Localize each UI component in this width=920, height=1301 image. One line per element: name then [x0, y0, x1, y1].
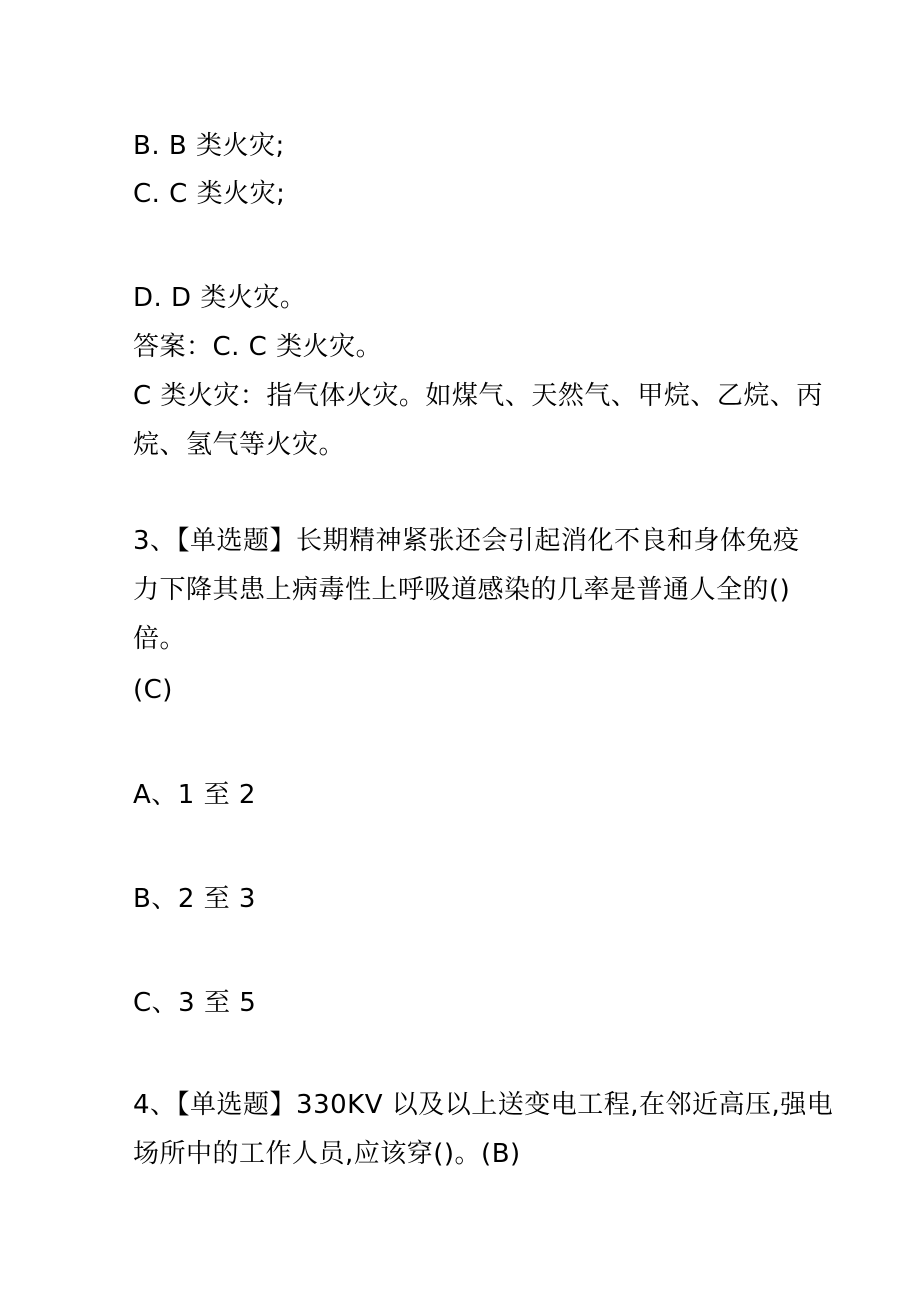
- question-3-line-2: 力下降其患上病毒性上呼吸道感染的几率是普通人全的(): [133, 575, 791, 605]
- question-3-option-c: C、3 至 5: [133, 988, 257, 1018]
- question-3-answer: (C): [133, 675, 173, 705]
- option-b-text: B. B 类火灾;: [133, 131, 285, 161]
- question-3-option-b: B、2 至 3: [133, 884, 256, 914]
- question-3-option-a: A、1 至 2: [133, 780, 256, 810]
- option-d-text: D. D 类火灾。: [133, 283, 307, 313]
- question-4-line-2: 场所中的工作人员,应该穿()。(B): [133, 1139, 521, 1169]
- question-4-line-1: 4、【单选题】330KV 以及以上送变电工程,在邻近高压,强电: [133, 1090, 834, 1120]
- explanation-line-2: 烷、氢气等火灾。: [133, 430, 346, 460]
- question-3-line-3: 倍。: [133, 624, 187, 654]
- answer-line: 答案：C. C 类火灾。: [133, 332, 383, 362]
- explanation-line-1: C 类火灾：指气体火灾。如煤气、天然气、甲烷、乙烷、丙: [133, 381, 823, 411]
- question-3-line-1: 3、【单选题】长期精神紧张还会引起消化不良和身体免疫: [133, 526, 800, 556]
- option-c-text: C. C 类火灾;: [133, 179, 286, 209]
